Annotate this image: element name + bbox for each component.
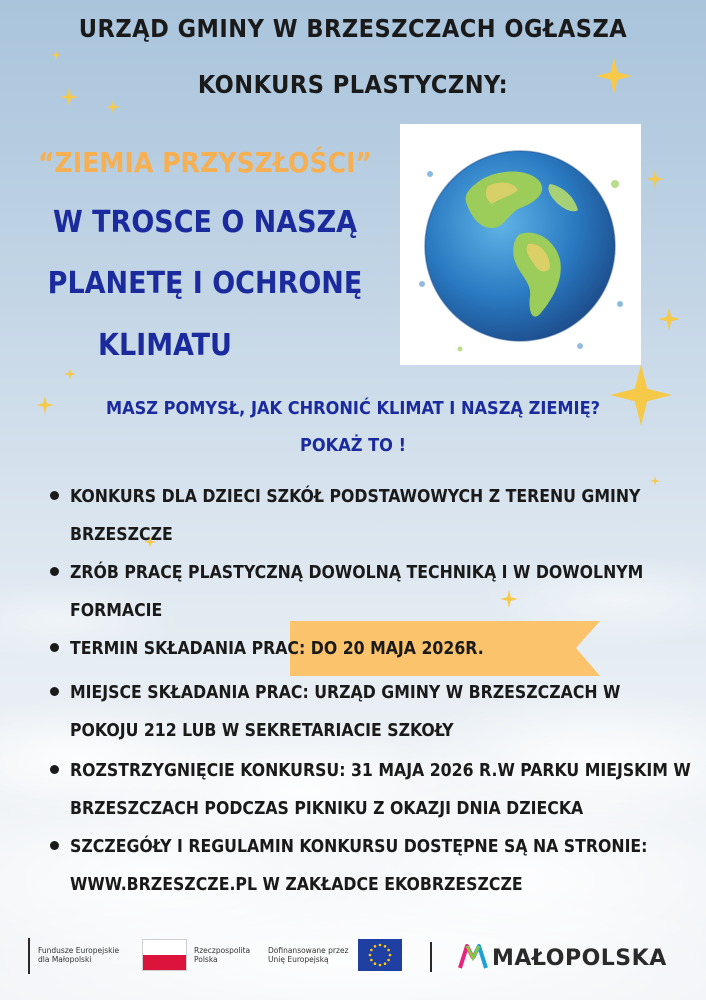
subtitle-line-2: PLANETĘ I OCHRONĘ [47, 266, 363, 301]
list-item: KONKURS DLA DZIECI SZKÓŁ PODSTAWOWYCH Z TERENU GMINY BRZESZCZE [46, 478, 706, 554]
list-item: MIEJSCE SKŁADANIA PRAC: URZĄD GMINY W BRZESZCZACH W POKOJU 212 LUB W SEKRETARIACIE SZKOŁY [46, 674, 706, 750]
star-icon [610, 360, 672, 430]
call-to-action: POKAŻ TO ! [300, 435, 406, 456]
subtitle-line-1: W TROSCE O NASZĄ [52, 205, 358, 240]
funds-logo-mark [28, 938, 30, 974]
question-text: MASZ POMYSŁ, JAK CHRONIĆ KLIMAT I NASZĄ ZIEMIĘ? [105, 398, 601, 419]
list-item: ROZSTRZYGNIĘCIE KONKURSU: 31 MAJA 2026 R.W PARKU MIEJSKIM W BRZESZCZACH PODCZAS PIKNIKU Z OKAZJI DNIA DZIECKA [32, 752, 706, 828]
contest-heading: KONKURS PLASTYCZNY: [197, 70, 509, 99]
republic-logo-text: Rzeczpospolita Polska [194, 946, 251, 964]
star-icon [51, 50, 61, 60]
eu-flag-icon [358, 939, 402, 971]
bullet-icon [50, 491, 59, 500]
funding-footer [0, 930, 706, 990]
polish-flag-icon [142, 939, 187, 971]
list-item: SZCZEGÓŁY I REGULAMIN KONKURSU DOSTĘPNE SĄ NA STRONIE: WWW.BRZESZCZE.PL W ZAKŁADCE EKOBRZESZCZE [46, 828, 706, 904]
star-icon [646, 170, 664, 188]
malopolska-logo-icon [458, 944, 488, 970]
eu-funding-text: Dofinansowane przez Unię Europejską [268, 946, 349, 964]
star-icon [64, 368, 76, 380]
bullet-icon [50, 567, 59, 576]
star-icon [106, 100, 120, 114]
contest-title: “ZIEMIA PRZYSZŁOŚCI” [37, 146, 372, 179]
bullet-icon [50, 765, 59, 774]
subtitle-line-3: KLIMATU [98, 328, 232, 363]
funds-logo-text: Fundusze Europejskie dla Małopolski [38, 946, 120, 964]
list-item-deadline: TERMIN SKŁADANIA PRAC: DO 20 MAJA 2026R. [46, 630, 706, 668]
earth-globe-icon [400, 124, 641, 365]
list-item: ZRÓB PRACĘ PLASTYCZNĄ DOWOLNĄ TECHNIKĄ I W DOWOLNYM FORMACIE [46, 554, 706, 630]
star-icon [658, 308, 680, 330]
bullet-icon [50, 841, 59, 850]
globe-illustration [400, 124, 641, 365]
announcement-heading: URZĄD GMINY W BRZESZCZACH OGŁASZA [78, 14, 628, 43]
footer-divider [430, 942, 432, 972]
malopolska-logo-text: MAŁOPOLSKA [492, 946, 667, 971]
bullet-icon [50, 687, 59, 696]
bullet-icon [50, 643, 59, 652]
